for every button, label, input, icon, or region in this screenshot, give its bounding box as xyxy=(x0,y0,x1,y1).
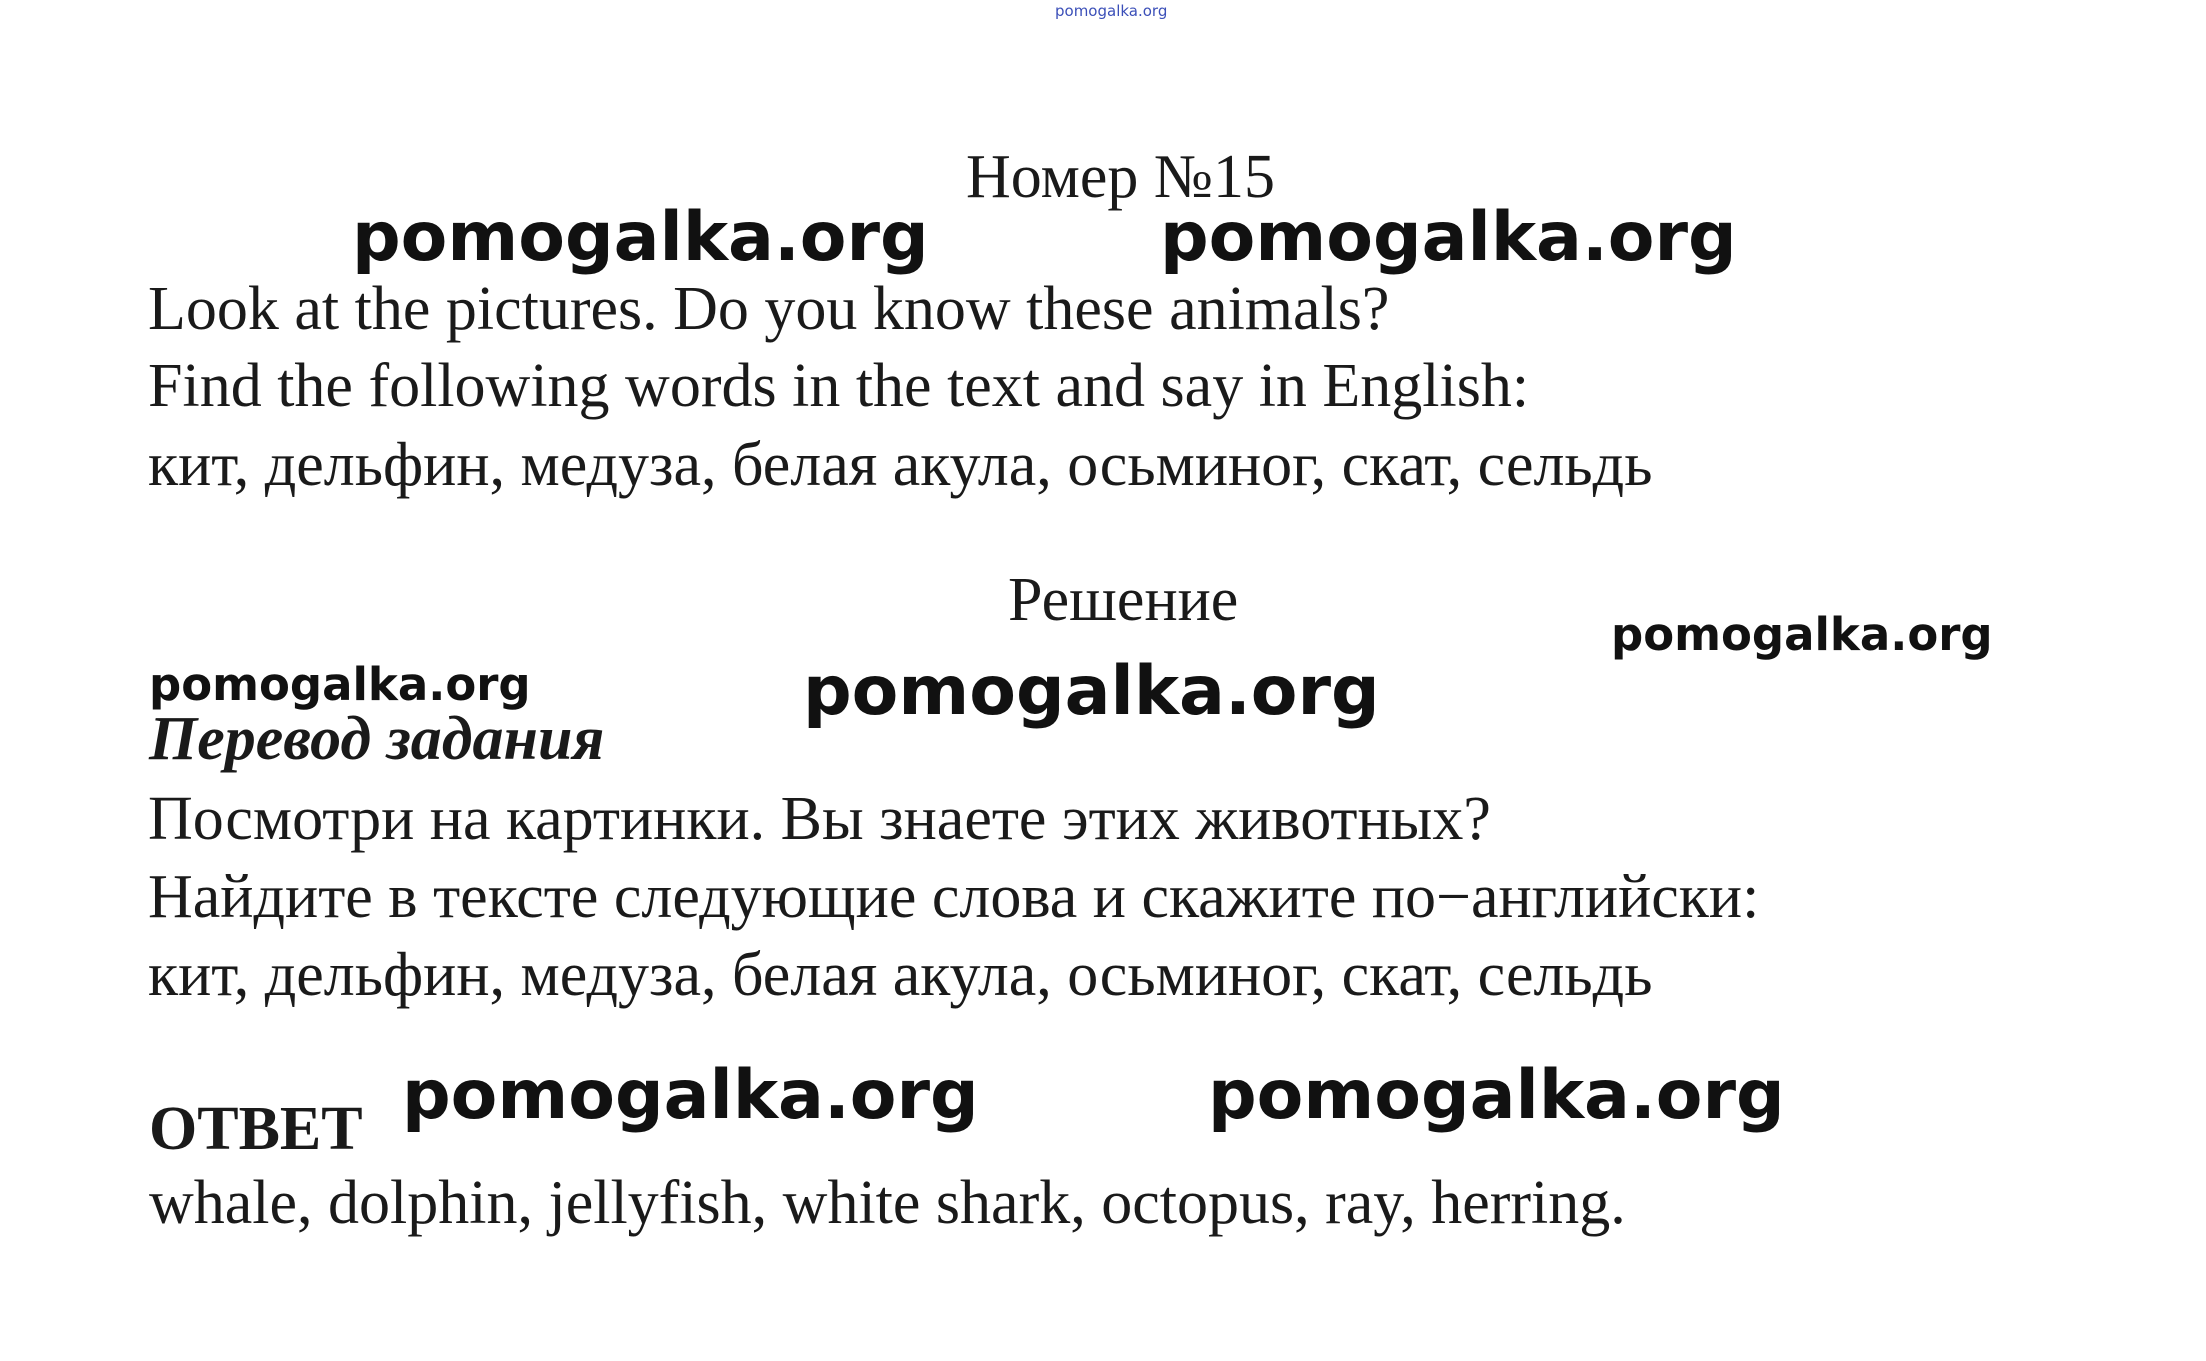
task-line-2: Find the following words in the text and say in English: xyxy=(148,352,1530,420)
translation-line-3: кит, дельфин, медуза, белая акула, осьминог, скат, сельдь xyxy=(148,941,1653,1009)
watermark-2: pomogalka.org xyxy=(1160,198,1737,277)
solution-heading: Решение xyxy=(1008,566,1239,634)
watermark-4: pomogalka.org xyxy=(149,658,531,711)
watermark-5: pomogalka.org xyxy=(803,652,1380,731)
answer-text: whale, dolphin, jellyfish, white shark, octopus, ray, herring. xyxy=(149,1169,1626,1237)
top-watermark-link[interactable]: pomogalka.org xyxy=(1055,2,1168,20)
watermark-7: pomogalka.org xyxy=(1208,1056,1785,1135)
watermark-1: pomogalka.org xyxy=(352,198,929,277)
translation-line-2: Найдите в тексте следующие слова и скажите по−английски: xyxy=(148,863,1760,931)
task-line-3: кит, дельфин, медуза, белая акула, осьминог, скат, сельдь xyxy=(148,431,1653,499)
answer-heading: ОТВЕТ xyxy=(149,1095,363,1163)
task-line-1: Look at the pictures. Do you know these animals? xyxy=(148,275,1390,343)
translation-line-1: Посмотри на картинки. Вы знаете этих животных? xyxy=(148,785,1491,853)
task-title: Номер №15 xyxy=(966,143,1276,211)
translation-heading: Перевод задания xyxy=(149,705,605,773)
watermark-3: pomogalka.org xyxy=(1611,608,1993,661)
watermark-6: pomogalka.org xyxy=(402,1056,979,1135)
